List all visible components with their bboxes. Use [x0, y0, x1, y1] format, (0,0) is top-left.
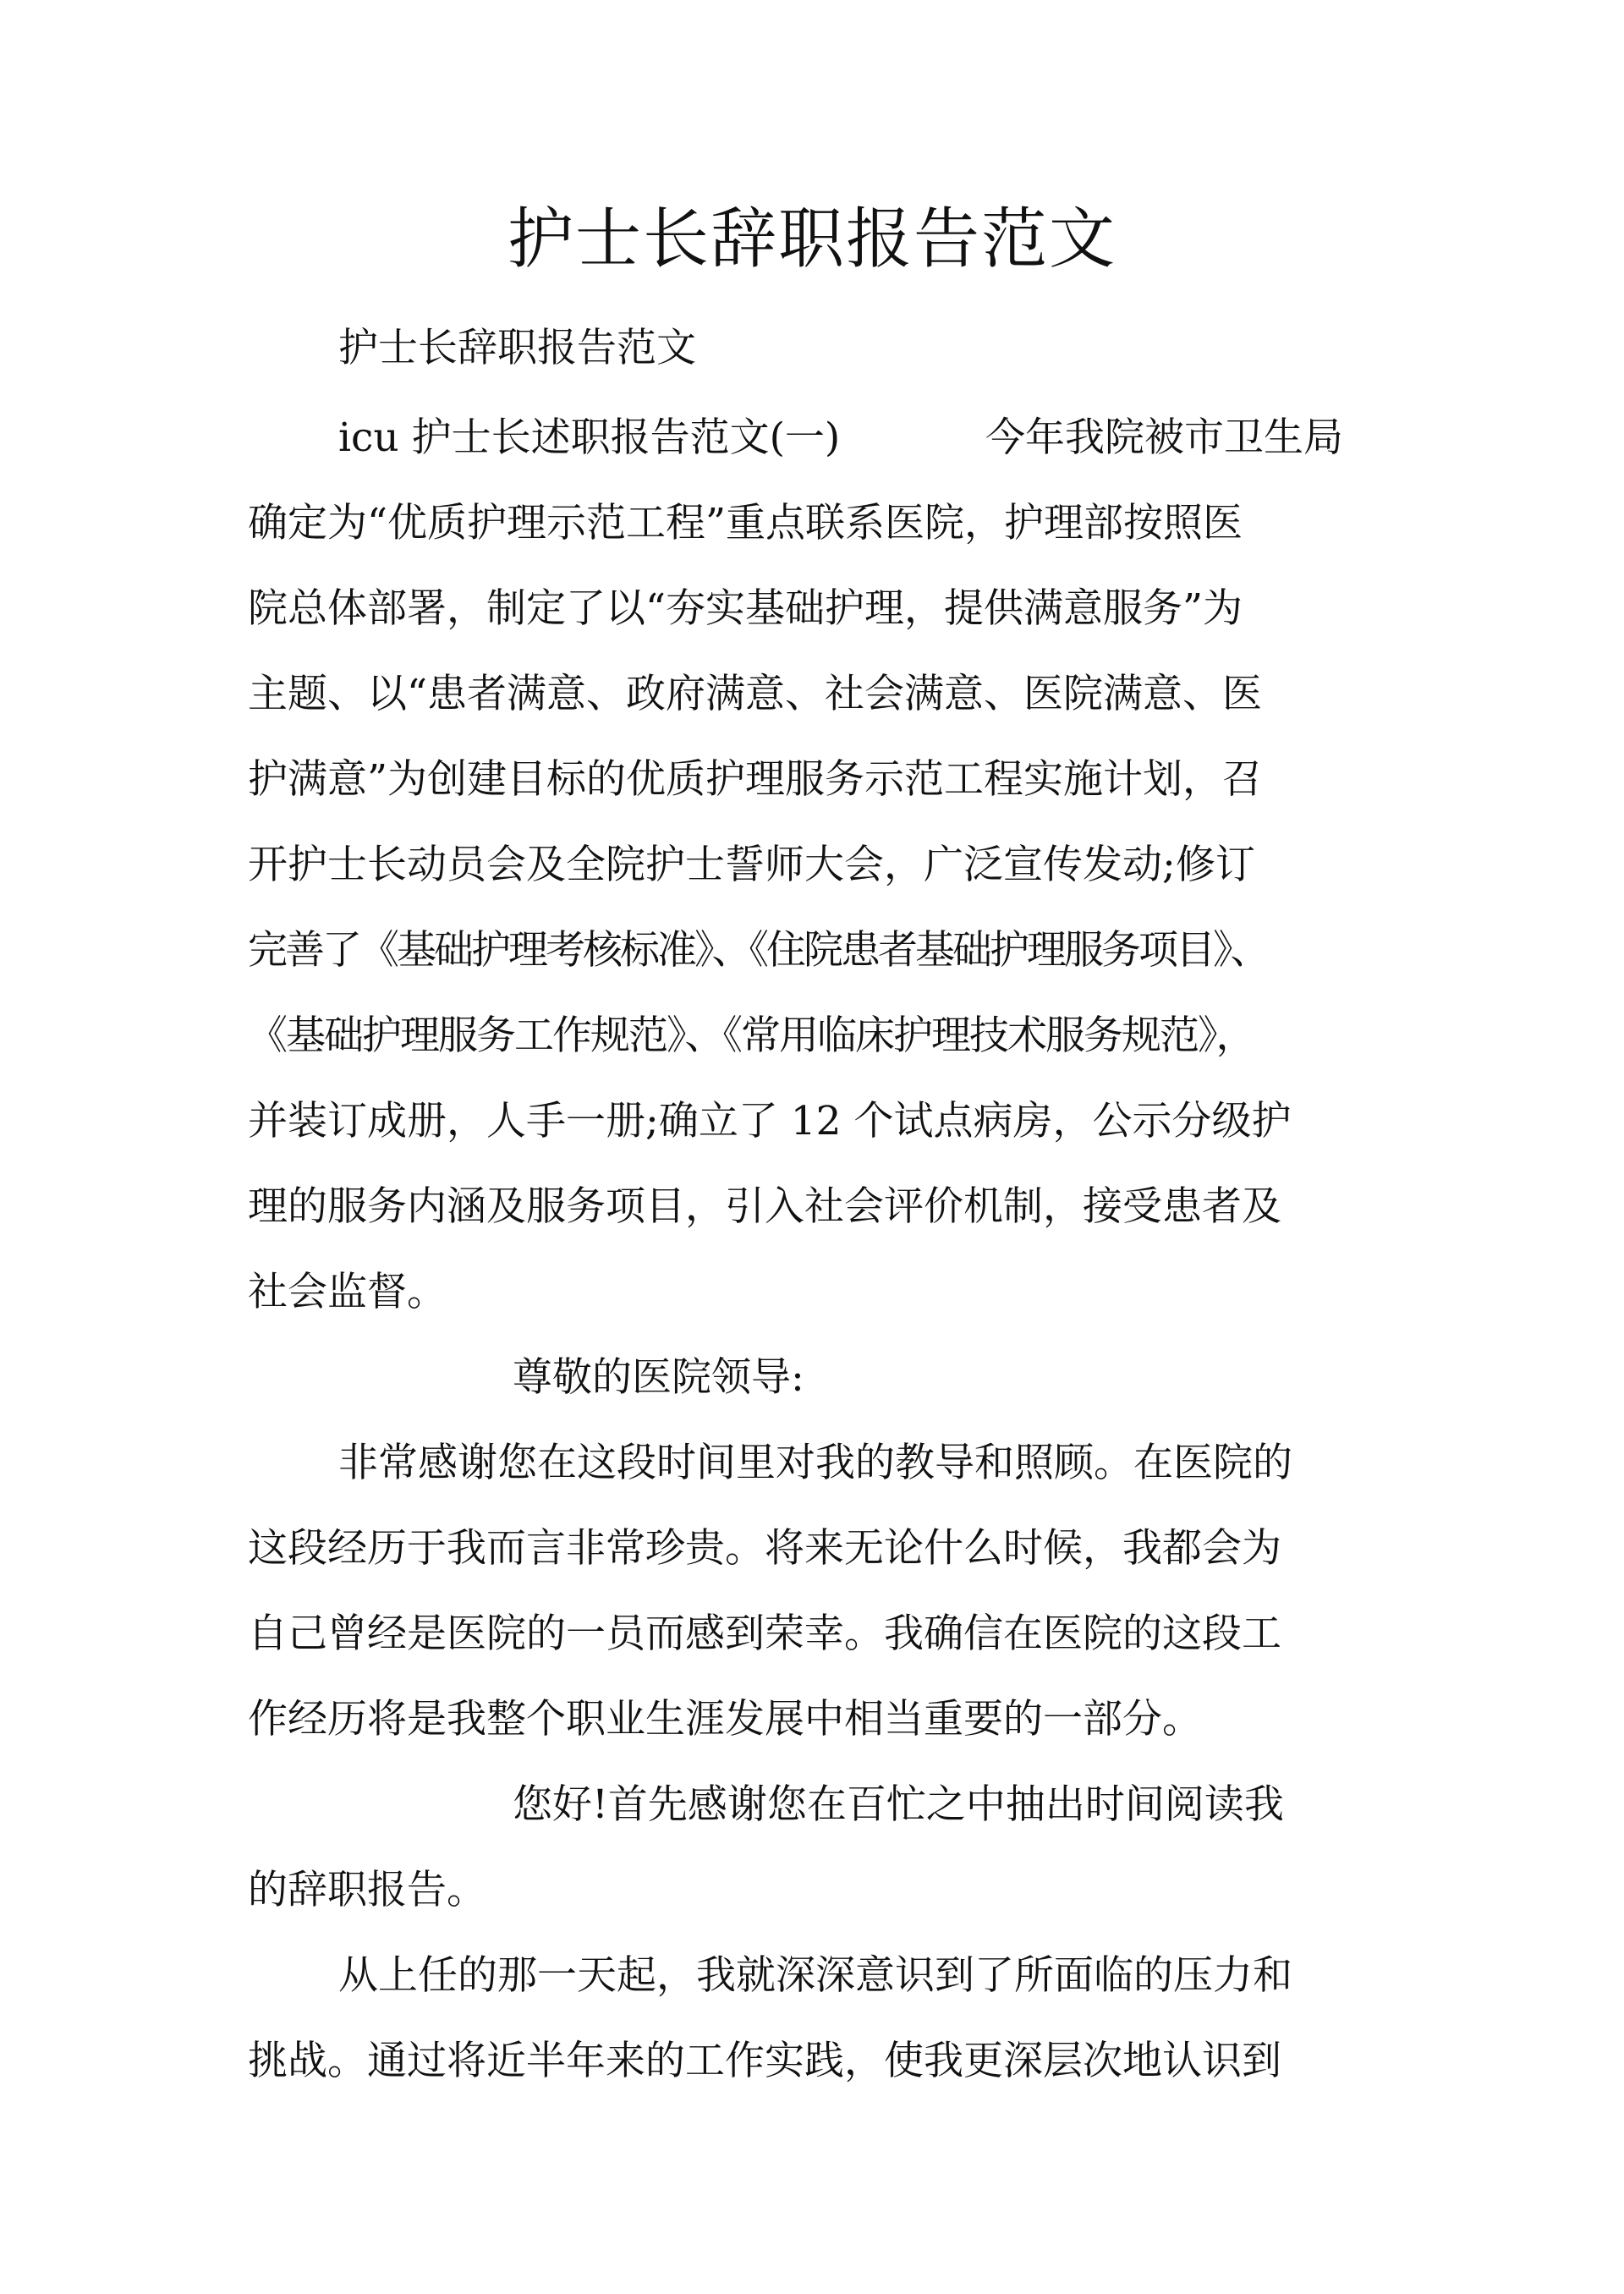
para2-line1: 非常感谢您在这段时间里对我的教导和照顾。在医院的: [338, 1440, 1292, 1486]
para1-line11: 社会监督。: [248, 1269, 447, 1315]
para1-line5: 护满意”为创建目标的优质护理服务示范工程实施计划，召: [248, 756, 1263, 803]
para4-line2: 挑战。通过将近半年来的工作实践，使我更深层次地认识到: [248, 2038, 1281, 2084]
para1-line4: 主题、以“患者满意、政府满意、社会满意、医院满意、医: [248, 671, 1263, 717]
document-subtitle: 护士长辞职报告范文: [338, 325, 696, 371]
para1-line3: 院总体部署，制定了以“夯实基础护理，提供满意服务”为: [248, 585, 1243, 632]
para1-line10: 理的服务内涵及服务项目，引入社会评价机制，接受患者及: [248, 1183, 1281, 1230]
para2-line2: 这段经历于我而言非常珍贵。将来无论什么时候，我都会为: [248, 1525, 1281, 1572]
para2-line3: 自己曾经是医院的一员而感到荣幸。我确信在医院的这段工: [248, 1611, 1281, 1657]
para1-line2: 确定为“优质护理示范工程”重点联系医院，护理部按照医: [248, 500, 1243, 546]
para1-line9: 并装订成册，人手一册;确立了 12 个试点病房，公示分级护: [248, 1098, 1292, 1144]
para1-line1-left: icu 护士长述职报告范文(一): [338, 414, 841, 461]
para1-line1-right: 今年我院被市卫生局: [985, 414, 1343, 461]
para1-line8: 《基础护理服务工作规范》、《常用临床护理技术服务规范》，: [248, 1013, 1254, 1059]
para4-line1: 从上任的那一天起，我就深深意识到了所面临的压力和: [338, 1952, 1292, 1999]
para3-line1: 您好!首先感谢您在百忙之中抽出时间阅读我: [513, 1781, 1284, 1828]
salutation: 尊敬的医院领导:: [513, 1354, 804, 1401]
para3-line2: 的辞职报告。: [248, 1867, 486, 1913]
para1-line7: 完善了《基础护理考核标准》、《住院患者基础护理服务项目》、: [248, 927, 1268, 974]
para1-line6: 开护士长动员会及全院护士誓师大会，广泛宣传发动;修订: [248, 842, 1255, 888]
document-title: 护士长辞职报告范文: [507, 201, 1116, 277]
para2-line4: 作经历将是我整个职业生涯发展中相当重要的一部分。: [248, 1696, 1202, 1742]
